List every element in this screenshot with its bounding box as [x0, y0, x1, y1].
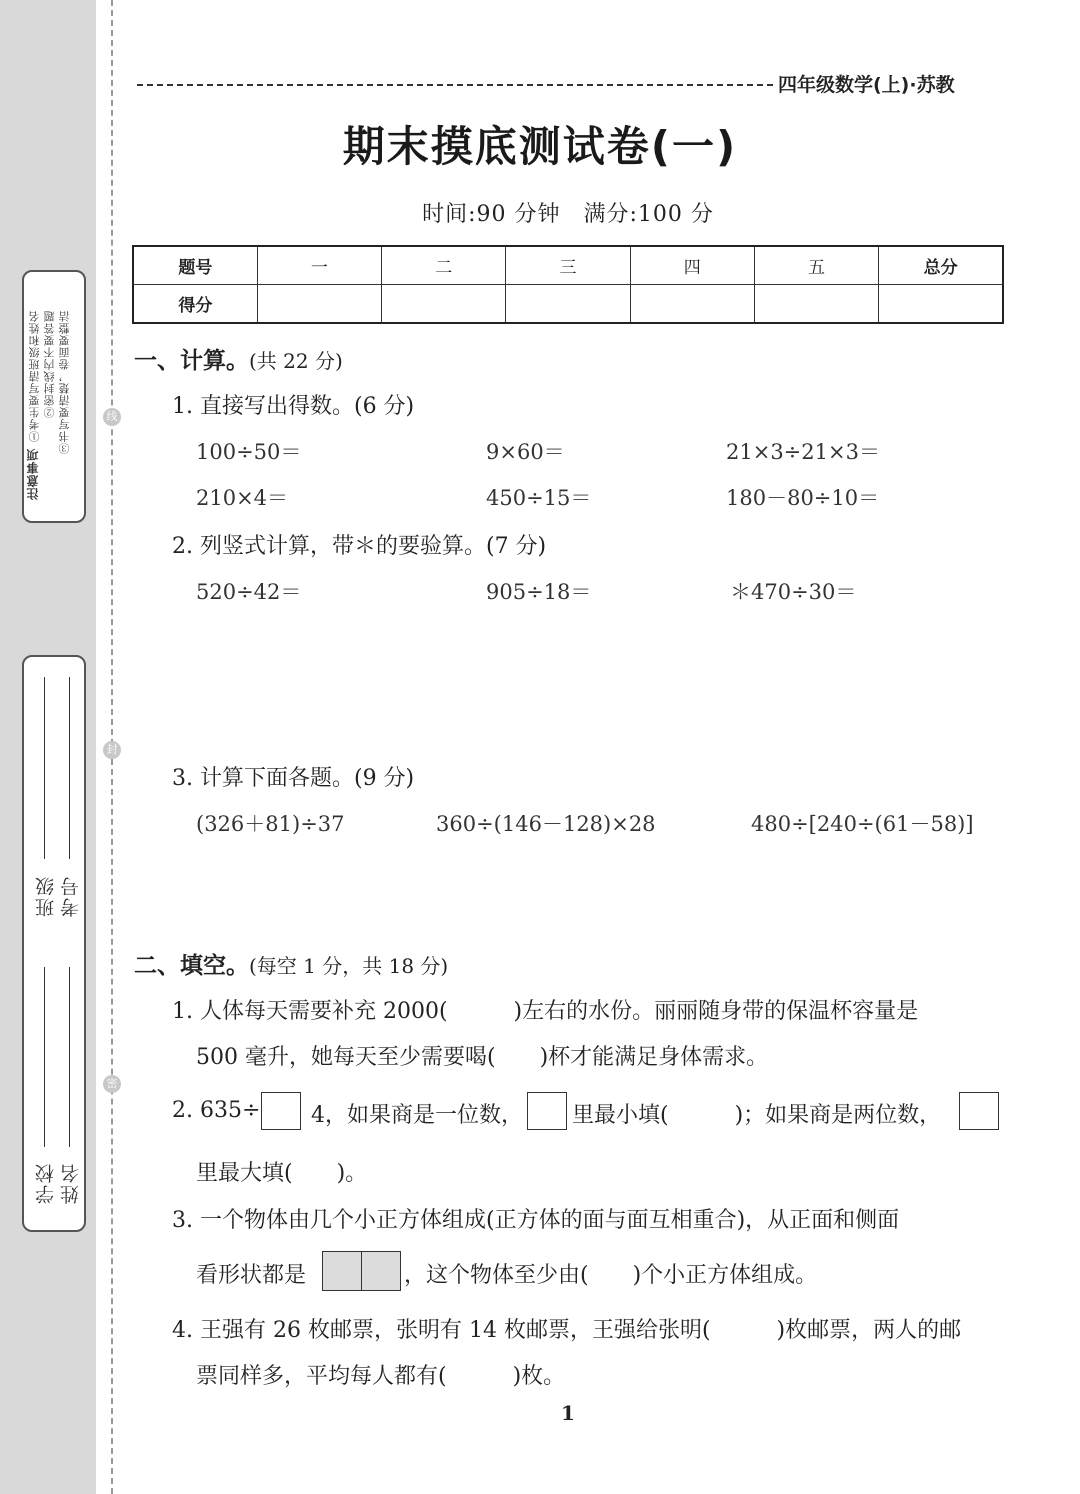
- section2-note: (每空 1 分，共 18 分): [249, 954, 449, 978]
- s1-q1-item: 21×3÷21×3＝: [726, 440, 880, 464]
- score-input-cell[interactable]: [630, 285, 754, 324]
- note-1: ①考生要写清班级和姓名: [28, 310, 41, 442]
- shape-figure-cell: [361, 1251, 401, 1291]
- score-input-cell[interactable]: [879, 285, 1003, 324]
- score-table-header-cell: 题号: [133, 246, 257, 285]
- s2-q3-part-b: ，这个物体至少由( )个小正方体组成。: [404, 1263, 818, 1288]
- class-line: [44, 677, 45, 859]
- page-number: 1: [561, 1401, 575, 1425]
- s2-q2-part-a: 2. 635÷: [172, 1098, 261, 1123]
- header-dashed-rule: [137, 84, 773, 86]
- s1-q1-title: 1. 直接写出得数。(6 分): [172, 394, 415, 419]
- section2-title: 二、填空。: [134, 953, 249, 979]
- cut-mark-xian: 线: [103, 408, 121, 426]
- answer-box[interactable]: [527, 1092, 567, 1130]
- s1-q1-item: 450÷15＝: [486, 486, 592, 510]
- student-info-box: [22, 655, 86, 1232]
- score-table-header-cell: 五: [754, 246, 878, 285]
- school-label: 学校: [35, 1162, 57, 1204]
- name-label: 姓名: [60, 1162, 82, 1204]
- s1-q1-item: 180－80÷10＝: [726, 486, 880, 510]
- section1-heading: [134, 342, 343, 375]
- score-input-cell[interactable]: [506, 285, 630, 324]
- answer-box[interactable]: [959, 1092, 999, 1130]
- page-title: 期末摸底测试卷(一): [342, 122, 738, 171]
- s1-q3-item: 480÷[240÷(61－58)]: [751, 812, 974, 836]
- section1-note: (共 22 分): [249, 349, 343, 373]
- header-grade-subject: 四年级数学(上)·苏教: [778, 74, 955, 96]
- score-label-cell: 得分: [133, 285, 257, 324]
- s1-q3-item: (326＋81)÷37: [196, 812, 345, 836]
- s2-q2-part-b: 4，如果商是一位数，: [311, 1103, 523, 1128]
- cut-mark-mi: 密: [103, 1075, 121, 1093]
- s1-q3-item: 360÷(146－128)×28: [436, 812, 656, 836]
- s1-q2-item: 520÷42＝: [196, 580, 302, 604]
- notes-box: [22, 270, 86, 523]
- s2-q2-line2: 里最大填( )。: [196, 1161, 368, 1186]
- score-table-header-cell: 二: [382, 246, 506, 285]
- notes-title: 注意事项: [26, 448, 40, 500]
- s1-q2-item: 905÷18＝: [486, 580, 592, 604]
- score-table-header-cell: 一: [257, 246, 381, 285]
- note-3: ③书写要清楚，卷面要整洁: [58, 310, 71, 454]
- section1-title: 一、计算。: [134, 348, 249, 374]
- score-table: [132, 245, 1004, 324]
- shape-figure-cell: [322, 1251, 362, 1291]
- s2-q2-part-c: 里最小填( )；如果商是两位数，: [572, 1103, 942, 1128]
- score-table-header-cell: 四: [630, 246, 754, 285]
- s1-q1-item: 9×60＝: [486, 440, 565, 464]
- class-label: 班级: [35, 875, 57, 917]
- s1-q1-item: 210×4＝: [196, 486, 289, 510]
- school-line: [44, 967, 45, 1147]
- cut-mark-feng: 封: [103, 741, 121, 759]
- score-input-cell[interactable]: [754, 285, 878, 324]
- s2-q3-part-a: 看形状都是: [196, 1263, 307, 1288]
- exam-time-score: 时间:90 分钟 满分:100 分: [422, 202, 714, 227]
- score-input-cell[interactable]: [257, 285, 381, 324]
- score-input-cell[interactable]: [382, 285, 506, 324]
- exam-no-label: 考号: [60, 875, 82, 917]
- score-table-header-cell: 三: [506, 246, 630, 285]
- s1-q3-title: 3. 计算下面各题。(9 分): [172, 766, 415, 791]
- s2-q4-line2: 票同样多，平均每人都有( )枚。: [196, 1364, 566, 1389]
- score-table-score-row: [133, 285, 1003, 324]
- score-table-header-row: [133, 246, 1003, 285]
- s2-q1-line2: 500 毫升，她每天至少需要喝( )杯才能满足身体需求。: [196, 1045, 769, 1070]
- s1-q1-item: 100÷50＝: [196, 440, 302, 464]
- s2-q3-line1: 3. 一个物体由几个小正方体组成(正方体的面与面互相重合)，从正面和侧面: [172, 1208, 900, 1233]
- name-line: [69, 967, 70, 1147]
- section2-heading: [134, 947, 448, 980]
- exam-no-line: [69, 677, 70, 859]
- s1-q2-title: 2. 列竖式计算，带＊的要验算。(7 分): [172, 534, 547, 559]
- s2-q1-line1: 1. 人体每天需要补充 2000( )左右的水份。丽丽随身带的保温杯容量是: [172, 999, 919, 1024]
- s2-q4-line1: 4. 王强有 26 枚邮票，张明有 14 枚邮票，王强给张明( )枚邮票，两人的邮: [172, 1318, 962, 1343]
- note-2: ②密封线内不要答题: [43, 310, 56, 418]
- s1-q2-item: ＊470÷30＝: [730, 580, 857, 604]
- answer-box[interactable]: [261, 1092, 301, 1130]
- score-table-header-cell: 总分: [879, 246, 1003, 285]
